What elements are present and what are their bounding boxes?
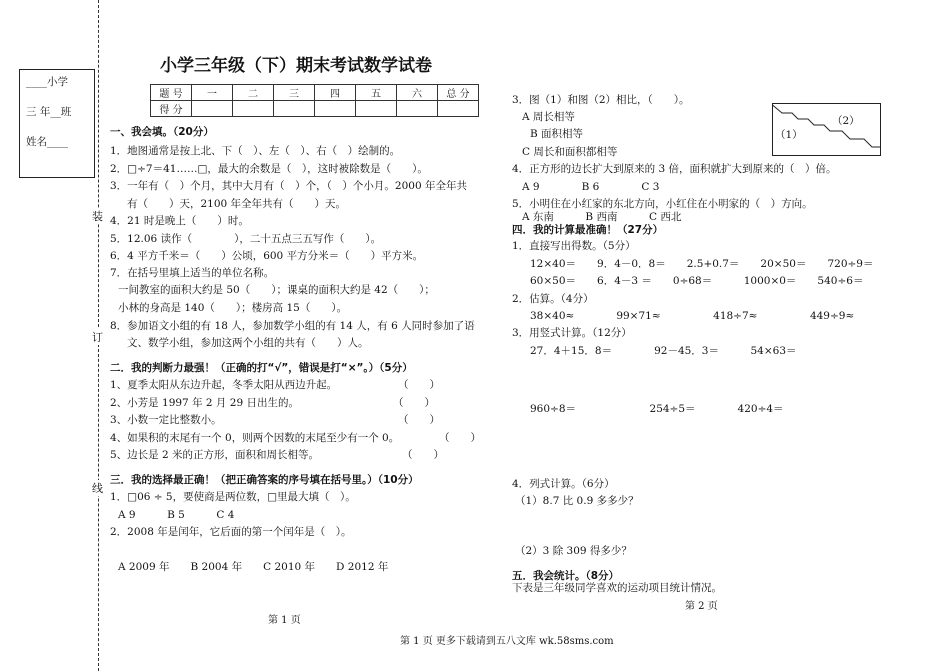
answer-bracket[interactable]: （ ） [402, 449, 444, 461]
score-cell: 四 [315, 85, 356, 101]
calc-row: 27．4＋15．8＝ 92－45．3＝ 54×63＝ [530, 345, 797, 357]
calc-row: 960÷8＝ 254÷5＝ 420÷4＝ [530, 403, 784, 415]
choice-option: B 面积相等 [530, 128, 584, 140]
question-line: （1）8.7 比 0.9 多多少？ [515, 495, 639, 507]
binding-char-1: 装 [92, 210, 103, 223]
score-input[interactable] [315, 101, 356, 117]
choice-options: A 2009 年 B 2004 年 C 2010 年 D 2012 年 [118, 561, 389, 573]
score-cell: 一 [192, 85, 233, 101]
answer-bracket[interactable]: （ ） [398, 414, 440, 426]
page-number-2: 第 2 页 [685, 601, 718, 612]
question-line: 1．□06 ÷ 5，要使商是两位数，□里最大填（ ）。 [110, 491, 356, 503]
answer-bracket[interactable]: （ ） [398, 379, 440, 391]
question-line: 3．用竖式计算。（12分） [512, 327, 632, 339]
question-line: 3．一年有（ ）个月，其中大月有（ ）个，（ ）个小月。2000 年全年共 [110, 180, 467, 192]
judgement-item: 5、边长是 2 米的正方形，面积和周长相等。 [110, 449, 320, 461]
score-input[interactable] [192, 101, 233, 117]
class-field: 三 年__班 [26, 106, 72, 118]
school-field: ____小学 [26, 76, 68, 88]
judgement-item: 4、如果积的末尾有一个 0，则两个因数的末尾至少有一个 0。 [110, 432, 400, 444]
question-line: 4．21 时是晚上（ ）时。 [110, 215, 249, 227]
question-line: 2．估算。（4分） [512, 293, 594, 305]
question-line: （2）3 除 309 得多少？ [515, 545, 632, 557]
question-line: 有（ ）天，2100 年全年共有（ ）天。 [127, 198, 347, 210]
choice-options: A 9 B 5 C 4 [118, 509, 235, 521]
judgement-item: 1、夏季太阳从东边升起，冬季太阳从西边升起。 [110, 379, 338, 391]
score-input[interactable] [233, 101, 274, 117]
question-line: 4．列式计算。（6分） [512, 478, 615, 490]
score-input[interactable] [438, 101, 479, 117]
question-line: 5．12.06 读作（ ），二十五点三五写作（ ）。 [110, 233, 382, 245]
question-line: 2．2008 年是闰年，它后面的第一个闰年是（ ）。 [110, 526, 352, 538]
question-line: 小林的身高是 140（ ）；楼房高 15（ ）。 [118, 302, 348, 314]
page-title: 小学三年级（下）期末考试数学试卷 [160, 56, 432, 76]
score-input[interactable] [356, 101, 397, 117]
calc-row: 60×50＝ 6．4－3 ＝ 0÷68＝ 1000×0＝ 540÷6＝ [530, 275, 864, 287]
judgement-item: 3、小数一定比整数小。 [110, 414, 222, 426]
choice-option: C 周长和面积都相等 [522, 146, 618, 158]
choice-options: A 东南 B 西南 C 西北 [522, 211, 682, 223]
choice-option: A 周长相等 [522, 111, 575, 123]
section-5-heading: 五．我会统计。（8分） [512, 570, 620, 582]
figure-label-1: （1） [775, 129, 803, 141]
figure-label-2: （2） [832, 115, 860, 127]
student-info-box [19, 69, 95, 178]
answer-bracket[interactable]: （ ） [393, 397, 435, 409]
score-cell: 得 分 [151, 101, 192, 117]
score-cell: 六 [397, 85, 438, 101]
question-line: 一间教室的面积大约是 50（ ）；课桌的面积大约是 42（ ）； [118, 284, 435, 296]
score-cell: 二 [233, 85, 274, 101]
page-number-1: 第 1 页 [268, 615, 301, 626]
answer-bracket[interactable]: （ ） [439, 432, 481, 444]
question-line: 8．参加语文小组的有 18 人，参加数学小组的有 14 人，有 6 人同时参加了语 [110, 320, 475, 332]
score-cell: 总 分 [438, 85, 479, 101]
score-cell: 五 [356, 85, 397, 101]
name-field: 姓名____ [26, 136, 68, 148]
score-input[interactable] [397, 101, 438, 117]
calc-row: 12×40＝ 9．4－0．8＝ 2.5+0.7＝ 20×50＝ 720÷9＝ [530, 258, 874, 270]
binding-char-3: 线 [92, 482, 103, 495]
question-line: 2．□÷7＝41……□，最大的余数是（ ），这时被除数是（ ）。 [110, 163, 428, 175]
question-line: 文、数学小组，参加这两个小组的共有（ ）人。 [127, 337, 369, 349]
calc-row: 38×40≈ 99×71≈ 418÷7≈ 449÷9≈ [530, 310, 855, 322]
section-4-heading: 四．我的计算最准确！（27分） [512, 224, 664, 236]
question-line: 5．小明住在小红家的东北方向，小红住在小明家的（ ）方向。 [512, 198, 813, 210]
section-3-heading: 三．我的选择最正确！（把正确答案的序号填在括号里。）（10分） [110, 474, 419, 486]
score-table-header [151, 85, 479, 101]
question-line: 6．4 平方千米＝（ ）公顷，600 平方分米＝（ ）平方米。 [110, 250, 424, 262]
score-table [150, 84, 479, 117]
score-input[interactable] [274, 101, 315, 117]
score-cell: 题 号 [151, 85, 192, 101]
section-2-heading: 二．我的判断力最强！（正确的打“√”，错误是打“×”。）（5分） [110, 362, 413, 374]
question-line: 1．地图通常是按上北、下（ ）、左（ ）、右（ ）绘制的。 [110, 145, 401, 157]
question-line: 7．在括号里填上适当的单位名称。 [110, 267, 275, 279]
question-line: 下表是三年级同学喜欢的运动项目统计情况。 [512, 582, 722, 594]
question-line: 3．图（1）和图（2）相比，（ ）。 [512, 94, 690, 106]
question-line: 4．正方形的边长扩大到原来的 3 倍，面积就扩大到原来的（ ）倍。 [512, 163, 837, 175]
page-footer: 第 1 页 更多下载请到五八文库 wk.58sms.com [400, 636, 614, 647]
choice-options: A 9 B 6 C 3 [522, 181, 660, 193]
binding-char-2: 订 [92, 331, 103, 344]
score-cell: 三 [274, 85, 315, 101]
judgement-item: 2、小芳是 1997 年 2 月 29 日出生的。 [110, 397, 299, 409]
section-1-heading: 一、我会填。（20分） [110, 126, 214, 138]
question-line: 1．直接写出得数。（5分） [512, 240, 636, 252]
score-table-row [151, 101, 479, 117]
